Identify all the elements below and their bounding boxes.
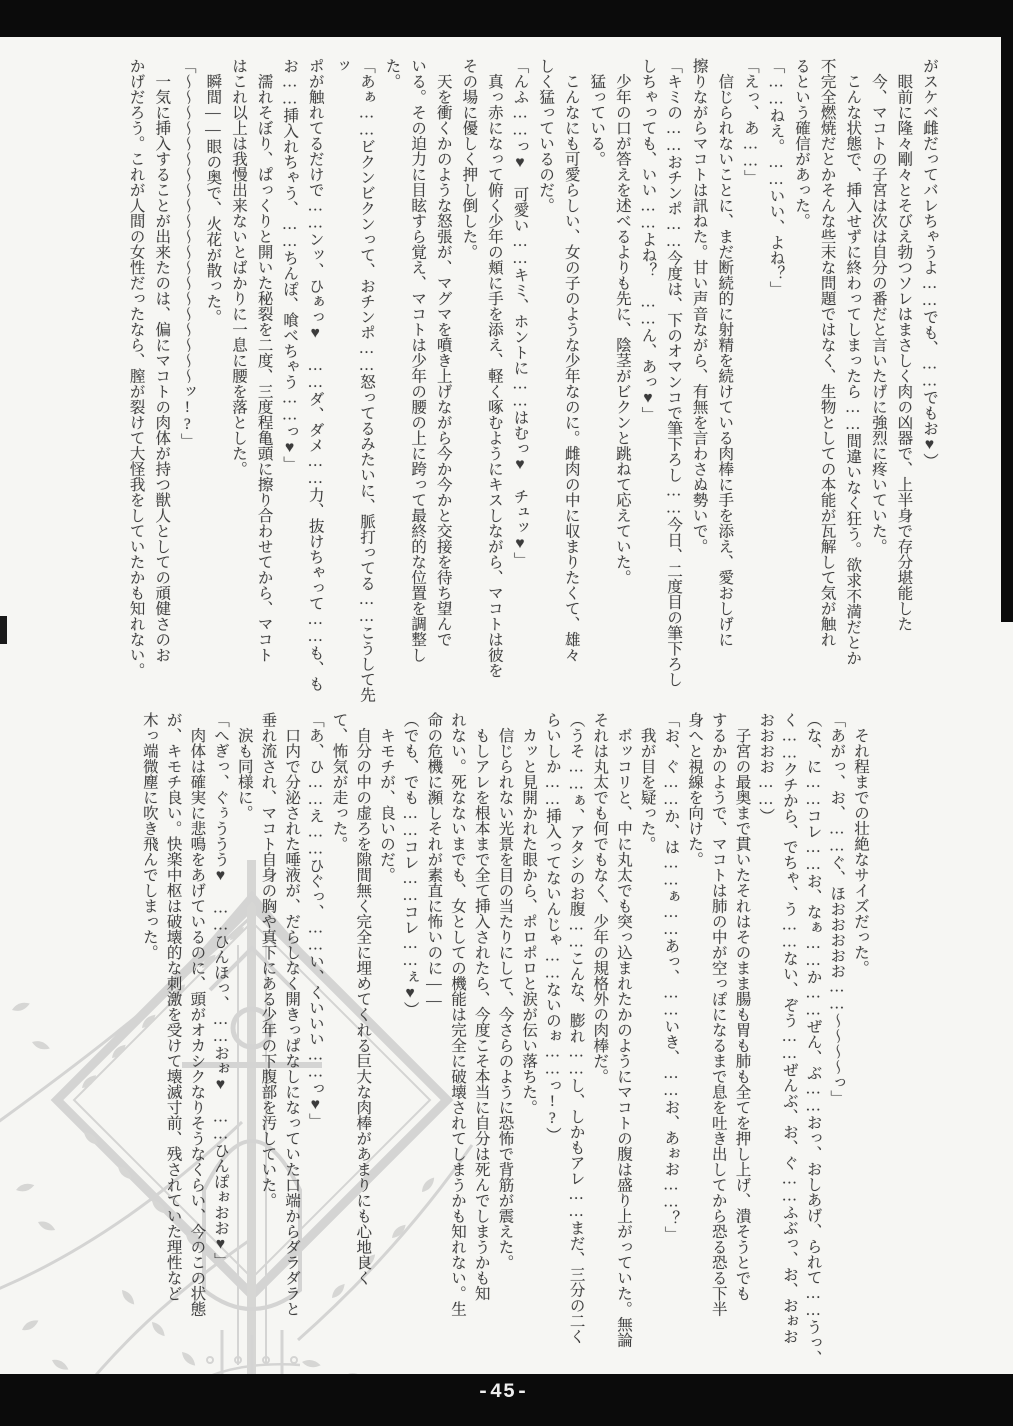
- text-block-bottom: [136, 712, 872, 1392]
- text-column: 身へと視線を向けた。: [686, 712, 704, 867]
- text-column: 垂れ流され、マコト自身の胸や真下にある少年の下腹部を汚していた。: [259, 712, 277, 1208]
- text-column: （うそ……ぁ、アタシのお腹……こんな、膨れ……し、しかもアレ……まだ、三分の二く: [567, 712, 585, 1344]
- text-column: （な、に……コレ……お、なぁ……か……ぜん、ぶ……おっ、おしあげ、られて……うっ、: [804, 712, 822, 1366]
- text-column: カッと見開かれた眼から、ポロポロと涙が伝い落ちた。: [520, 712, 538, 1115]
- text-column: （でも、でも……コレ……コレ……ぇ♥）: [401, 712, 419, 1017]
- text-column: 猛っている。: [588, 58, 606, 167]
- text-column: るという確信があった。: [793, 58, 811, 229]
- text-column: それ程までの壮絶なサイズだった。: [852, 712, 869, 976]
- scan-left-smudge: [0, 616, 7, 644]
- text-column: れない。死なないまでも、女としての機能は完全に破壊されてしまうかも知れない。生: [449, 712, 467, 1317]
- text-column: それは丸太でも何でもなく、少年の規格外の肉棒だ。: [591, 712, 609, 1084]
- text-column: た。: [383, 58, 401, 89]
- text-column: しく猛っているのだ。: [537, 58, 555, 213]
- text-column: おおおお……）: [757, 712, 775, 824]
- text-column: 木っ端微塵に吹き飛んでしまった。: [140, 712, 158, 960]
- text-column: 子宮の最奥まで貫いたそれはそのまま腸も胃も肺も全てを押し上げ、潰そうとでも: [733, 712, 751, 1301]
- text-column: 命の危機に瀕しそれが素直に怖いのに――: [425, 712, 443, 1010]
- text-column: もしアレを根本まで全て挿入されたら、今度こそ本当に自分は死んでしまうかも知: [472, 712, 490, 1301]
- text-column: 少年の口が答えを述べるよりも先に、陰茎がビクンと跳ねて応えていた。: [613, 58, 631, 585]
- text-column: 真っ赤になって俯く少年の頬に手を添え、軽く啄むようにキスしながら、マコトは彼を: [485, 58, 503, 678]
- text-column: 瞬間――眼の奥で、火花が散った。: [204, 58, 222, 325]
- text-column: て、怖気が走った。: [330, 712, 348, 852]
- scan-edge-right-strip: [1001, 0, 1013, 622]
- text-column: キモチが、良いのだ。: [377, 712, 395, 883]
- text-column: こんなにも可愛らしい、女の子のような少年なのに。雌肉の中に収まりたくて、雄々: [562, 58, 580, 663]
- text-column: ボッコリと、中に丸太でも突っ込まれたかのようにマコトの腹は盛り上がっていた。無論: [614, 712, 632, 1348]
- text-column: が、キモチ良い。快楽中枢は破壊的な刺激を受けて壊滅寸前、残されていた理性など: [164, 712, 182, 1301]
- text-column: 「あぁ……ビクンビクンって、おチンポ……怒ってるみたいに、脈打ってる……こうして先ッ: [332, 58, 375, 703]
- text-column: 不完全燃焼だとかそんな些末な問題ではなく、生物としての本能が瓦解して気が触れ: [818, 58, 836, 647]
- text-column: 肉体は確実に悲鳴をあげているのに、頭がオカシクなりそうなくらい、今のこの状態: [188, 712, 206, 1317]
- text-column: がスケベ雌だってバレちゃうよ……でも、……でもお♥）: [921, 58, 938, 469]
- text-column: 自分の中の虚ろを隙間無く完全に埋めてくれる巨大な肉棒があまりにも心地良く: [354, 712, 372, 1286]
- text-column: かげだろう。これが人間の女性だったなら、膣が裂けて大怪我をしていたかも知れない。: [127, 58, 145, 678]
- text-column: 「えっ、あ……」: [741, 58, 759, 185]
- text-column: いる。その迫力に目眩すら覚え、マコトは少年の腰の上に跨って最終的な位置を調整し: [409, 58, 427, 663]
- text-column: 我が目を疑った。: [638, 712, 656, 852]
- text-column: ポが触れてるだけで……ンッ、ひぁっ♥ ……ダ、ダメ……力、抜けちゃって……も、も: [306, 58, 324, 692]
- text-column: 濡れそぼり、ぱっくりと開いた秘裂を二度、三度程亀頭に擦り合わせてから、マコト: [255, 58, 273, 663]
- text-column: こんな状態で、挿入せずに終わってしまったら……間違いなく狂う。欲求不満だとか: [844, 58, 862, 666]
- text-column: 「あがっ、お、……ぐ、ほおおおおお……～～～～っ」: [828, 712, 846, 1106]
- text-column: その場に優しく押し倒した。: [460, 58, 478, 260]
- text-column: らいしか……挿入ってないんじゃ……ないのぉ……っ!?）: [543, 712, 561, 1143]
- text-column: 口内で分泌された唾液が、だらしなく開きっぱなしになっていた口端からダラダラと: [283, 712, 301, 1317]
- text-column: 「～～～～～～～～～～～～～～～～～～～～ッ!?」: [178, 58, 196, 449]
- text-column: 涙も同様に。: [235, 712, 253, 821]
- text-column: 今、マコトの子宮は次は自分の番だと言いたげに強烈に疼いていた。: [869, 58, 887, 554]
- text-column: 「……ねえ。……いい、よね？」: [767, 58, 785, 297]
- text-column: 信じられない光景を目の当たりにして、今さらのように恐怖で背筋が震えた。: [496, 712, 514, 1270]
- text-column: 眼前に隆々剛々とそびえ勃つソレはまさしく肉の凶器で、上半身で存分堪能した: [895, 58, 913, 632]
- text-column: 「んふ……っ♥ 可愛い……キミ、ホントに……はむっ♥ チュッ♥」: [511, 58, 529, 568]
- text-column: しちゃっても、いい……よね？ ……ん、あっ♥」: [639, 58, 657, 422]
- text-column: 「あ、ひ……え……ひぐっ、……い、くいいい……っ♥」: [306, 712, 324, 1129]
- text-column: お……挿入れちゃう、……ちんぽ、喰べちゃう……っ♥」: [281, 58, 299, 472]
- text-column: するかのようで、マコトは肺の中が空っぽになるまで息を吐き出してから恐る恐る下半: [709, 712, 727, 1317]
- text-column: 一気に挿入することが出来たのは、偏にマコトの肉体が持つ獣人としての頑健さのお: [153, 58, 171, 663]
- text-column: はこれ以上は我慢出来ないとばかりに一息に腰を落とした。: [229, 58, 247, 477]
- text-column: 信じられないことに、まだ断続的に射精を続けている肉棒に手を添え、愛おしげに: [716, 58, 734, 647]
- text-column: 「へぎっ、ぐぅううう♥ ……ひんほっ、……おぉ♥ ……ひんぽぉおお♥」: [212, 712, 230, 1268]
- text-block-top: [127, 58, 942, 713]
- text-column: 「お、ぐ……か、は……ぁ……あっ、……いき、……お、あぉお……？」: [662, 712, 680, 1242]
- text-column: 擦りながらマコトは訊ねた。甘い声音ながら、有無を言わさぬ勢いで。: [690, 58, 708, 554]
- page-number: -45-: [476, 1381, 529, 1404]
- scan-edge-top-bar: [0, 0, 1013, 37]
- text-column: 天を衝くかのような怒張が、マグマを噴き上げながら今か今かと交接を待ち望んで: [434, 58, 452, 647]
- text-column: 「キミの……おチンポ……今度は、下のオマンコで筆下ろし……今日、二度目の筆下ろし: [665, 58, 683, 687]
- text-column: く……クチから、でちゃ、う……ない、ぞう……ぜんぶ、お、ぐ……ふぶっ、お、おぉお: [780, 712, 798, 1344]
